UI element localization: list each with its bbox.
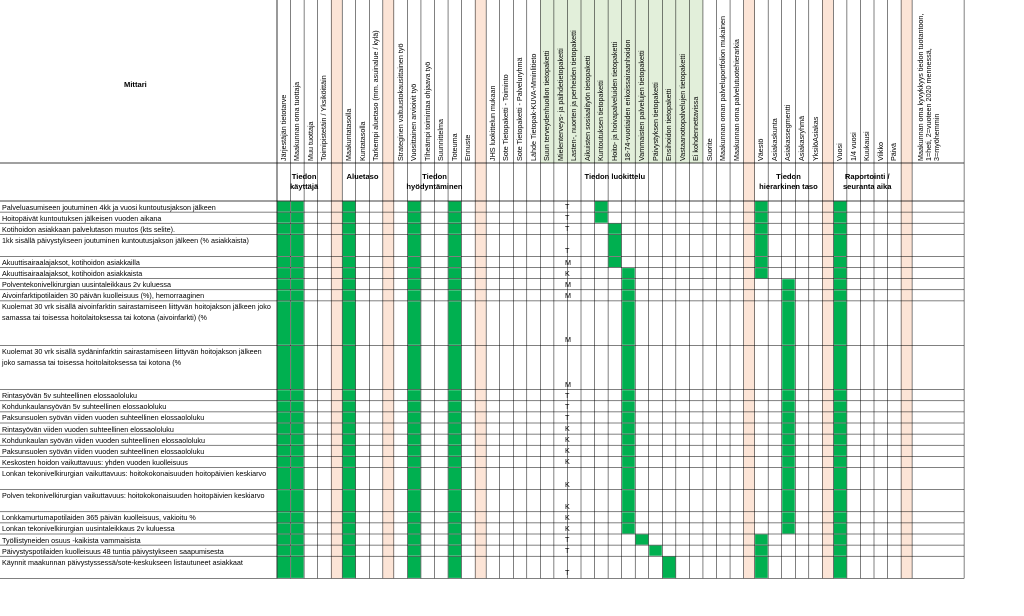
mark-cell bbox=[622, 424, 635, 434]
mark-cell bbox=[449, 424, 462, 434]
column-header: Kuntatasolla bbox=[357, 121, 367, 161]
metric-label: Kohdunkaulansyövän 5v suhteellinen elossaololuku bbox=[2, 402, 167, 412]
mark-cell bbox=[622, 401, 635, 411]
separator-column bbox=[901, 0, 912, 578]
mark-cell bbox=[408, 490, 421, 511]
mark-cell bbox=[834, 557, 847, 578]
metric-label: Polventekonivelkirurgian uusintaleikkaus 2v kuluessa bbox=[2, 280, 172, 290]
metric-label: Kohdunkaulan syövän viiden vuoden suhteellinen elossaololuku bbox=[2, 435, 205, 445]
mark-cell bbox=[343, 401, 356, 411]
metric-label: Palveluasumiseen joutuminen 4kk ja vuosi kuntoutusjakson jälkeen bbox=[2, 202, 216, 212]
mark-cell bbox=[755, 535, 768, 545]
mark-cell bbox=[622, 268, 635, 278]
mark-cell bbox=[278, 412, 291, 422]
separator-column bbox=[822, 0, 833, 578]
mark-cell bbox=[408, 235, 421, 256]
mark-cell bbox=[622, 301, 635, 344]
mark-cell bbox=[834, 490, 847, 511]
mark-cell bbox=[449, 390, 462, 400]
mark-cell bbox=[834, 468, 847, 489]
mark-cell bbox=[291, 290, 304, 300]
mark-cell bbox=[636, 535, 649, 545]
mark-cell bbox=[278, 301, 291, 344]
level-code: K bbox=[565, 523, 570, 533]
column-header: Asiakassegmentti bbox=[783, 104, 793, 161]
metric-label: Rintasyövän viiden vuoden suhteellinen elossaololuku bbox=[2, 424, 174, 434]
level-code: K bbox=[565, 435, 570, 445]
mark-cell bbox=[663, 557, 676, 578]
mark-cell bbox=[291, 202, 304, 212]
mark-cell bbox=[278, 557, 291, 578]
level-code: M bbox=[565, 279, 571, 289]
level-code: K bbox=[565, 446, 570, 456]
mark-cell bbox=[343, 557, 356, 578]
column-header: Kuntoutuksen tietopaketti bbox=[596, 80, 606, 161]
mark-cell bbox=[782, 401, 795, 411]
metric-label: 1kk sisällä päivystykseen joutuminen kuntoutusjakson jälkeen (% asiakkaista) bbox=[2, 235, 249, 245]
mark-cell bbox=[408, 346, 421, 389]
mark-cell bbox=[278, 346, 291, 389]
column-header: Kuukausi bbox=[862, 131, 872, 161]
mark-cell bbox=[834, 412, 847, 422]
column-header: Vuosi bbox=[835, 143, 845, 161]
column-header: Maakunnan oma palvelutuotehierarkia bbox=[731, 39, 741, 161]
mark-cell bbox=[278, 290, 291, 300]
mark-cell bbox=[782, 468, 795, 489]
level-code: K bbox=[565, 457, 570, 467]
mark-cell bbox=[449, 301, 462, 344]
mark-cell bbox=[782, 523, 795, 533]
mark-cell bbox=[622, 346, 635, 389]
column-header: Lasten-, nuorten ja perheiden tietopaketti bbox=[569, 30, 579, 161]
column-header: Vammaisten palvelujen tietopaketti bbox=[636, 50, 646, 161]
group-header: Aluetaso bbox=[346, 172, 379, 181]
column-header: Asiakasryhmä bbox=[797, 115, 807, 161]
column-header: Hoito- ja hoivapalveluiden tietopaketti bbox=[609, 41, 619, 161]
mark-cell bbox=[595, 202, 608, 212]
mark-cell bbox=[649, 546, 662, 556]
mark-cell bbox=[343, 468, 356, 489]
mark-cell bbox=[408, 457, 421, 467]
mark-cell bbox=[755, 268, 768, 278]
mark-cell bbox=[782, 424, 795, 434]
column-header: Päivystyksen tietopaketti bbox=[650, 82, 660, 161]
level-code: K bbox=[565, 512, 570, 522]
column-header: Suunnittelma bbox=[436, 119, 446, 161]
mark-cell bbox=[278, 257, 291, 267]
mark-cell bbox=[408, 468, 421, 489]
mark-cell bbox=[755, 546, 768, 556]
metric-label: Polven tekonivelkirurgian vaikuttavuus: hoitokokonaisuuden hoitopäivien keskiarvo bbox=[2, 491, 265, 501]
mark-cell bbox=[782, 457, 795, 467]
group-header: Tiedon hyödyntäminen bbox=[406, 172, 463, 191]
column-header: Muu tuottaja bbox=[305, 121, 315, 161]
mark-cell bbox=[622, 468, 635, 489]
mark-cell bbox=[834, 279, 847, 289]
mark-cell bbox=[755, 213, 768, 223]
mark-cell bbox=[408, 557, 421, 578]
mark-cell bbox=[408, 301, 421, 344]
mark-cell bbox=[834, 401, 847, 411]
mark-cell bbox=[278, 490, 291, 511]
mark-cell bbox=[449, 213, 462, 223]
column-header: Vuosittainen arvioivit työ bbox=[409, 83, 419, 161]
mark-cell bbox=[622, 490, 635, 511]
column-header: Tarkempi aluetaso (mm. asuinalue / kylä) bbox=[371, 30, 381, 161]
level-code: T bbox=[565, 401, 570, 411]
mark-cell bbox=[782, 301, 795, 344]
mark-cell bbox=[449, 546, 462, 556]
mark-cell bbox=[449, 490, 462, 511]
mark-cell bbox=[782, 390, 795, 400]
mark-cell bbox=[449, 279, 462, 289]
mark-cell bbox=[782, 346, 795, 389]
column-header: Suorite bbox=[704, 138, 714, 161]
level-code: K bbox=[565, 479, 570, 489]
mark-cell bbox=[834, 290, 847, 300]
mark-cell bbox=[343, 290, 356, 300]
mark-cell bbox=[449, 202, 462, 212]
mark-cell bbox=[278, 457, 291, 467]
mark-cell bbox=[834, 424, 847, 434]
mark-cell bbox=[291, 557, 304, 578]
mark-cell bbox=[782, 512, 795, 522]
mark-cell bbox=[834, 346, 847, 389]
level-code: T bbox=[565, 412, 570, 422]
level-code: K bbox=[565, 424, 570, 433]
column-header: Maakunnan oma kyvykkyys tiedon tuotantoon, 1=heti, 2=vuoteen 2020 mennessä, 3=myöhemmin bbox=[915, 13, 941, 161]
column-header: Järjestäjän tietotarve bbox=[278, 94, 288, 161]
level-code: M bbox=[565, 379, 571, 389]
mark-cell bbox=[291, 468, 304, 489]
mark-cell bbox=[449, 235, 462, 256]
metric-label: Lonkan tekonivelkirurgian vaikuttavuus: hoitokokonaisuuden hoitopäivien keskiarvo bbox=[2, 468, 267, 478]
column-header: Suun terveydenhuollon tietopaketti bbox=[542, 50, 552, 161]
mark-cell bbox=[343, 213, 356, 223]
column-header: 18-74-vuotiaiden erikoissairaanhoidon bbox=[623, 39, 633, 161]
mark-cell bbox=[343, 457, 356, 467]
level-code: M bbox=[565, 290, 571, 300]
column-header: Mielenterveys- ja päihdetietopaketti bbox=[555, 48, 565, 161]
mark-cell bbox=[278, 435, 291, 445]
mark-cell bbox=[834, 457, 847, 467]
mark-cell bbox=[278, 512, 291, 522]
mark-cell bbox=[291, 412, 304, 422]
mark-cell bbox=[782, 490, 795, 511]
mark-cell bbox=[343, 257, 356, 267]
mark-cell bbox=[782, 412, 795, 422]
mark-cell bbox=[278, 213, 291, 223]
mark-cell bbox=[782, 446, 795, 456]
mark-cell bbox=[408, 268, 421, 278]
mark-cell bbox=[622, 290, 635, 300]
level-code: T bbox=[565, 390, 570, 400]
mark-cell bbox=[755, 235, 768, 256]
mark-cell bbox=[449, 224, 462, 234]
separator-column bbox=[383, 0, 394, 578]
mark-cell bbox=[449, 435, 462, 445]
mark-cell bbox=[343, 279, 356, 289]
mark-cell bbox=[278, 523, 291, 533]
column-header: Sote Tietopaketti - Palveluryhmä bbox=[515, 57, 525, 161]
mark-cell bbox=[278, 268, 291, 278]
mark-cell bbox=[408, 279, 421, 289]
mark-cell bbox=[408, 202, 421, 212]
metric-label: Käynnit maakunnan päivystyssessä/sote-keskukseen listautuneet asiakkaat bbox=[2, 557, 243, 567]
level-code: K bbox=[565, 501, 570, 511]
mark-cell bbox=[278, 535, 291, 545]
column-header: Maakuntatasolla bbox=[343, 108, 353, 161]
mark-cell bbox=[782, 435, 795, 445]
mark-cell bbox=[291, 435, 304, 445]
level-code: M bbox=[565, 257, 571, 267]
level-code: T bbox=[565, 246, 570, 256]
mark-cell bbox=[343, 446, 356, 456]
mark-cell bbox=[408, 390, 421, 400]
mark-cell bbox=[278, 235, 291, 256]
mark-cell bbox=[449, 290, 462, 300]
mark-cell bbox=[755, 557, 768, 578]
mark-cell bbox=[449, 401, 462, 411]
mark-cell bbox=[755, 224, 768, 234]
mark-cell bbox=[834, 446, 847, 456]
mark-cell bbox=[278, 446, 291, 456]
mark-cell bbox=[834, 202, 847, 212]
mark-cell bbox=[278, 546, 291, 556]
mark-cell bbox=[408, 412, 421, 422]
mark-cell bbox=[291, 257, 304, 267]
level-code: T bbox=[565, 213, 570, 223]
mark-cell bbox=[449, 557, 462, 578]
metric-label: Paksunsuolen syövän viiden vuoden suhteellinen elossaololuku bbox=[2, 413, 205, 423]
mark-cell bbox=[449, 346, 462, 389]
mark-cell bbox=[449, 512, 462, 522]
level-code: T bbox=[565, 546, 570, 556]
metric-label: Aivoinfarktipotilaiden 30 päivän kuolleisuus (%), hemorraaginen bbox=[2, 291, 205, 301]
mark-cell bbox=[834, 390, 847, 400]
mark-cell bbox=[343, 202, 356, 212]
level-code: T bbox=[565, 202, 570, 211]
mark-cell bbox=[343, 268, 356, 278]
metric-label: Hoitopäivät kuntoutuksen jälkeisen vuoden aikana bbox=[2, 213, 162, 223]
column-header: Ensihoidon tietopaketti bbox=[664, 88, 674, 161]
mark-cell bbox=[408, 446, 421, 456]
column-header: Ennuste bbox=[463, 134, 473, 161]
mark-cell bbox=[834, 301, 847, 344]
column-header: Toteuma bbox=[449, 133, 459, 161]
group-header: Tiedon hierarkinen taso bbox=[759, 172, 818, 191]
metric-label: Akuuttisairaalajaksot, kotihoidon asiakkaista bbox=[2, 269, 143, 279]
mark-cell bbox=[408, 523, 421, 533]
mark-cell bbox=[449, 446, 462, 456]
column-header: Väestö bbox=[756, 138, 766, 161]
mark-cell bbox=[278, 390, 291, 400]
mark-cell bbox=[291, 401, 304, 411]
metric-label: Kuolemat 30 vrk sisällä sydäninfarktin sairastamiseen liittyvän hoitojakson jälkeen joko samassa tai toisessa hoitolaitoksessa tai kotona (% bbox=[2, 346, 262, 367]
mark-cell bbox=[609, 235, 622, 256]
mark-cell bbox=[408, 290, 421, 300]
column-header: 1/4 vuosi bbox=[848, 132, 858, 161]
metric-label: Kuolemat 30 vrk sisällä aivoinfarktin sairastamiseen liittyvän hoitojakson jälkeen joko samassa tai toisessa hoitolaitoksessa tai kotona (aivoinfarkti) (% bbox=[2, 302, 271, 323]
mark-cell bbox=[622, 390, 635, 400]
mittari-header: Mittari bbox=[124, 80, 147, 89]
column-header: Vastaanottopalvelujen tietopaketti bbox=[677, 54, 687, 161]
mark-cell bbox=[408, 535, 421, 545]
mark-cell bbox=[343, 390, 356, 400]
mark-cell bbox=[291, 490, 304, 511]
mark-cell bbox=[408, 401, 421, 411]
level-code: K bbox=[565, 268, 570, 278]
metric-label: Lonkkamurtumapotilaiden 365 päivän kuolleisuus, vakioitu % bbox=[2, 513, 196, 523]
column-header: Toimipistetäin / Yksiköittäin bbox=[319, 75, 329, 161]
mark-cell bbox=[449, 268, 462, 278]
separator-column bbox=[331, 0, 342, 578]
mark-cell bbox=[834, 523, 847, 533]
mark-cell bbox=[291, 446, 304, 456]
mark-cell bbox=[278, 424, 291, 434]
mark-cell bbox=[622, 523, 635, 533]
mark-cell bbox=[343, 435, 356, 445]
mark-cell bbox=[291, 523, 304, 533]
mark-cell bbox=[291, 279, 304, 289]
mark-cell bbox=[278, 401, 291, 411]
mark-cell bbox=[622, 512, 635, 522]
mark-cell bbox=[622, 446, 635, 456]
group-header: Tiedon käyttäjä bbox=[289, 172, 319, 191]
mark-cell bbox=[449, 523, 462, 533]
mark-cell bbox=[278, 202, 291, 212]
column-header: Asiakaskunta bbox=[769, 118, 779, 161]
mark-cell bbox=[408, 546, 421, 556]
metric-label: Rintasyövän 5v suhteellinen elossaololuku bbox=[2, 391, 138, 401]
mark-cell bbox=[609, 224, 622, 234]
column-header: Lähde Tietopak-KUVA-Mminlitieto bbox=[528, 53, 538, 161]
metric-label: Kotihoidon asiakkaan palvelutason muutos (kts selite). bbox=[2, 224, 175, 234]
mark-cell bbox=[278, 224, 291, 234]
column-header: Tiheämpi toimintaa ohjaava työ bbox=[422, 61, 432, 161]
mark-cell bbox=[449, 457, 462, 467]
mark-cell bbox=[343, 224, 356, 234]
mark-cell bbox=[278, 468, 291, 489]
mark-cell bbox=[343, 523, 356, 533]
separator-column bbox=[744, 0, 755, 578]
column-header: Maakunnan oman palveluportfolion mukainen bbox=[718, 15, 728, 161]
mark-cell bbox=[782, 290, 795, 300]
mark-cell bbox=[343, 301, 356, 344]
level-code: T bbox=[565, 568, 570, 578]
mark-cell bbox=[834, 257, 847, 267]
mark-cell bbox=[622, 457, 635, 467]
mark-cell bbox=[408, 512, 421, 522]
mark-cell bbox=[408, 257, 421, 267]
group-header: Raportointi / seuranta aika bbox=[842, 172, 892, 191]
mark-cell bbox=[408, 424, 421, 434]
mark-cell bbox=[343, 546, 356, 556]
mark-cell bbox=[449, 412, 462, 422]
column-header: Päivä bbox=[889, 143, 899, 161]
mark-cell bbox=[449, 257, 462, 267]
column-header: Aikuisten sosiaalityön tietopaketti bbox=[582, 55, 592, 161]
column-header: Viikko bbox=[875, 141, 885, 161]
mark-cell bbox=[595, 213, 608, 223]
mark-cell bbox=[343, 535, 356, 545]
column-header: Strateginen valtuustokausittainen työ bbox=[395, 43, 405, 161]
mark-cell bbox=[834, 268, 847, 278]
metric-label: Akuuttisairaalajaksot, kotihoidon asiakkailla bbox=[2, 258, 140, 267]
mark-cell bbox=[755, 202, 768, 212]
mark-cell bbox=[834, 512, 847, 522]
mark-cell bbox=[343, 346, 356, 389]
mark-cell bbox=[291, 457, 304, 467]
level-code: T bbox=[565, 224, 570, 234]
mark-cell bbox=[291, 268, 304, 278]
mark-cell bbox=[291, 224, 304, 234]
mark-cell bbox=[449, 535, 462, 545]
metric-label: Keskosten hoidon vaikuttavuus: yhden vuoden kuolleisuus bbox=[2, 457, 188, 467]
level-code: T bbox=[565, 535, 570, 544]
mark-cell bbox=[834, 535, 847, 545]
column-header: YksilöAsiakas bbox=[810, 116, 820, 161]
mark-cell bbox=[622, 279, 635, 289]
column-header: Maakunnan oma tuottaja bbox=[292, 81, 302, 161]
mark-cell bbox=[291, 512, 304, 522]
column-header: Ei kohdennettavissa bbox=[691, 96, 701, 161]
mark-cell bbox=[834, 224, 847, 234]
mark-cell bbox=[291, 346, 304, 389]
mark-cell bbox=[449, 468, 462, 489]
group-header: Tiedon luokittelu bbox=[584, 172, 646, 181]
separator-column bbox=[475, 0, 486, 578]
metric-label: Lonkan tekonivelkirurgian uusintaleikkaus 2v kuluessa bbox=[2, 524, 175, 534]
metric-label: Paksunsuolen syövän viiden vuoden suhteellinen elossaololuku bbox=[2, 446, 205, 456]
mark-cell bbox=[834, 235, 847, 256]
mark-cell bbox=[291, 213, 304, 223]
metric-label: Päivystyspotilaiden kuolleisuus 48 tuntia päivystykseen saapumisesta bbox=[2, 546, 224, 556]
mark-cell bbox=[408, 224, 421, 234]
mark-cell bbox=[834, 435, 847, 445]
mark-cell bbox=[291, 301, 304, 344]
mark-cell bbox=[622, 412, 635, 422]
mark-cell bbox=[291, 390, 304, 400]
mark-cell bbox=[291, 546, 304, 556]
mark-cell bbox=[343, 490, 356, 511]
mark-cell bbox=[834, 546, 847, 556]
mark-cell bbox=[343, 235, 356, 256]
mark-cell bbox=[291, 424, 304, 434]
mark-cell bbox=[408, 435, 421, 445]
mark-cell bbox=[622, 435, 635, 445]
mark-cell bbox=[343, 424, 356, 434]
mark-cell bbox=[782, 279, 795, 289]
metric-label: Työllistyneiden osuus -kaikista vammaisista bbox=[2, 535, 141, 545]
mark-cell bbox=[291, 535, 304, 545]
mark-cell bbox=[408, 213, 421, 223]
column-header: Sote Tietopaketti - Toiminto bbox=[501, 74, 511, 161]
column-header: JHS luokittelun mukaan bbox=[487, 85, 497, 161]
mark-cell bbox=[343, 512, 356, 522]
mark-cell bbox=[343, 412, 356, 422]
mark-cell bbox=[291, 235, 304, 256]
mark-cell bbox=[278, 279, 291, 289]
mark-cell bbox=[609, 257, 622, 267]
mark-cell bbox=[834, 213, 847, 223]
level-code: M bbox=[565, 335, 571, 345]
mark-cell bbox=[755, 257, 768, 267]
